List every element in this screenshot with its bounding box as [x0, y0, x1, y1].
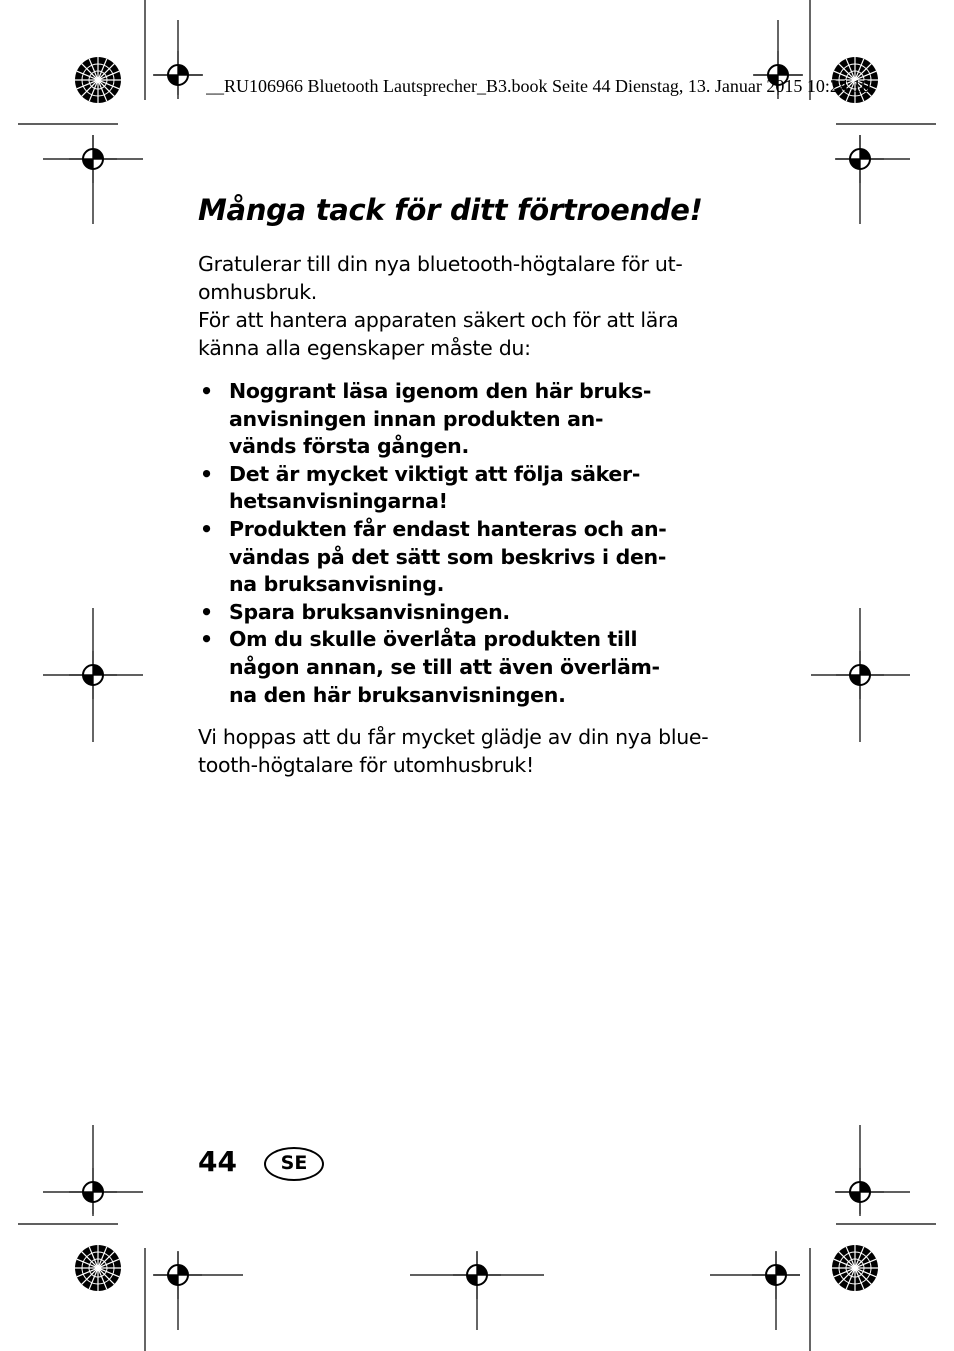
list-item-line: hetsanvisningarna! — [229, 489, 448, 514]
list-item-line: na den här bruksanvisningen. — [229, 682, 566, 707]
intro-line: Gratulerar till din nya bluetooth-högtalare för ut- — [198, 252, 683, 276]
page-content — [198, 190, 743, 779]
intro-line: omhusbruk. — [198, 280, 317, 304]
language-badge: SE — [264, 1147, 324, 1181]
intro-line: För att hantera apparaten säkert och för att lära — [198, 308, 679, 332]
list-item — [198, 516, 743, 599]
list-item-line: vänds första gången. — [229, 434, 469, 459]
instruction-list — [198, 378, 743, 709]
closing-line: tooth-högtalare för utomhusbruk! — [198, 753, 534, 778]
page-number: 44 — [198, 1145, 237, 1178]
page-title: Många tack för ditt förtroende! — [198, 193, 703, 227]
closing-paragraph — [198, 723, 743, 779]
intro-line: känna alla egenskaper måste du: — [198, 336, 531, 360]
bullet-marker: • — [200, 627, 213, 652]
closing-line: Vi hoppas att du får mycket glädje av din nya blue- — [198, 725, 709, 750]
list-item — [198, 378, 743, 461]
list-item-line: Produkten får endast hanteras och an- — [229, 516, 667, 541]
list-item-line: anvisningen innan produkten an- — [229, 406, 604, 431]
list-item — [198, 461, 743, 516]
bullet-marker: • — [200, 379, 213, 403]
print-slug-line: __RU106966 Bluetooth Lautsprecher_B3.book Seite 44 Dienstag, 13. Januar 2015 10:24 10 — [206, 76, 871, 96]
list-item — [198, 626, 743, 709]
bullet-marker: • — [200, 599, 213, 624]
bullet-marker: • — [200, 461, 213, 486]
intro-paragraph — [198, 250, 743, 362]
list-item-line: Om du skulle överlåta produkten till — [229, 627, 638, 652]
list-item-line: någon annan, se till att även överläm- — [229, 654, 660, 679]
list-item-line: na bruksanvisning. — [229, 572, 445, 597]
list-item-line: Noggrant läsa igenom den här bruks- — [229, 379, 652, 403]
list-item — [198, 599, 743, 627]
list-item-line: vändas på det sätt som beskrivs i den- — [229, 544, 667, 569]
list-item-line: Det är mycket viktigt att följa säker- — [229, 461, 641, 486]
list-item-line: Spara bruksanvisningen. — [229, 599, 510, 624]
bullet-marker: • — [200, 516, 213, 541]
